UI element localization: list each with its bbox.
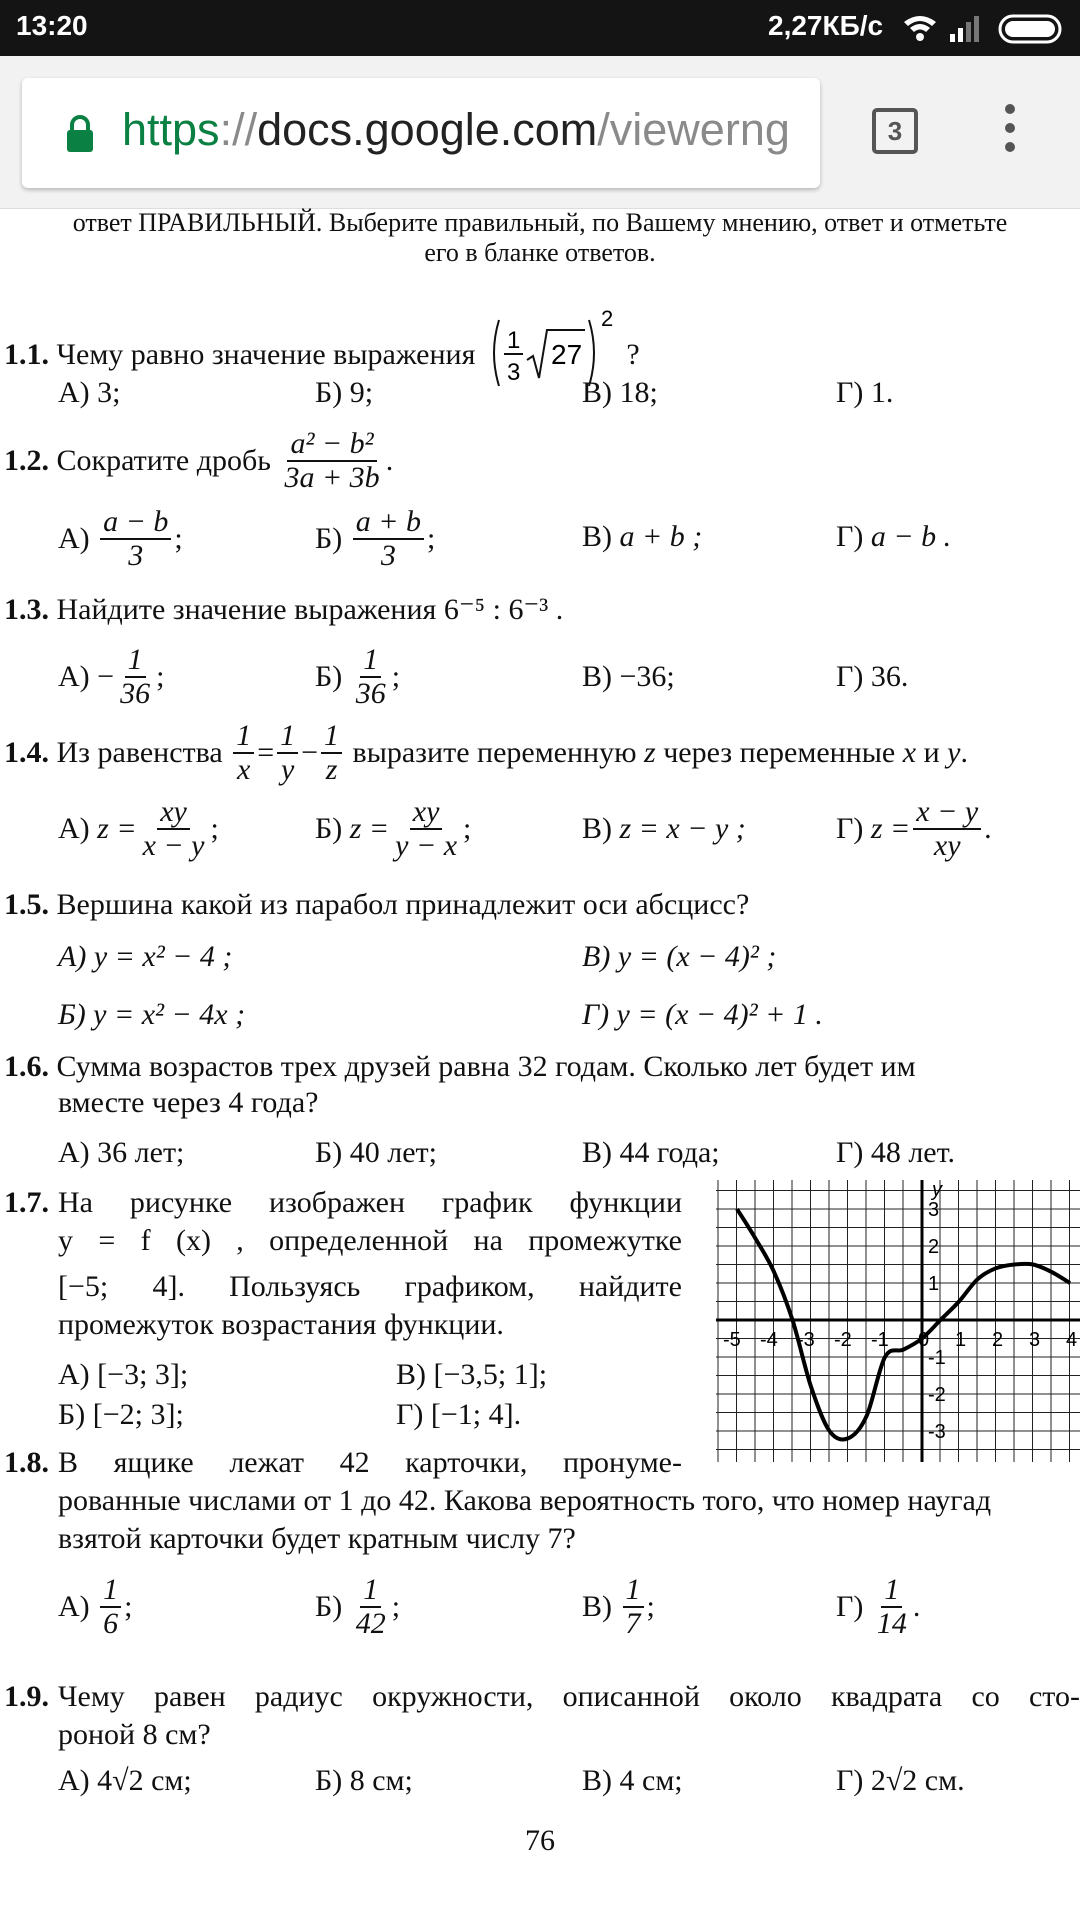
answer-1-6-d[interactable]: Г) 48 лет. <box>836 1136 955 1169</box>
y-tick-label: 3 <box>928 1199 940 1221</box>
answer-1-9-d[interactable]: Г) 2√2 см. <box>836 1764 965 1797</box>
question-1-6 <box>4 1050 916 1084</box>
question-number: 1.8. <box>4 1446 49 1479</box>
question-1-7-line-3: [−5; 4]. Пользуясь графиком, найдите <box>58 1270 682 1303</box>
math-expression: 6⁻⁵ : 6⁻³ . <box>443 593 564 626</box>
question-number: 1.4. <box>4 735 49 769</box>
page-number: 76 <box>525 1824 555 1857</box>
answer-1-3-c[interactable]: В) −36; <box>582 660 675 693</box>
question-1-7 <box>4 1186 49 1220</box>
answer-1-9-c[interactable]: В) 4 см; <box>582 1764 683 1797</box>
answer-1-3-a[interactable]: А) − $\frac{1}{36}$ ; <box>58 643 165 710</box>
address-bar[interactable] <box>22 78 820 188</box>
answer-1-7-c[interactable]: В) [−3,5; 1]; <box>396 1358 548 1391</box>
status-time: 13:20 <box>16 10 88 41</box>
x-tick-label: -1 <box>871 1329 889 1351</box>
x-tick-label: 0 <box>918 1329 930 1351</box>
y-tick-label: -1 <box>928 1347 946 1369</box>
document-page <box>0 208 1080 1920</box>
y-tick-label: 1 <box>928 1273 940 1295</box>
question-1-7-line-4: промежуток возрастания функции. <box>58 1308 504 1341</box>
fraction: $\frac{\text{a² − b²}}{3a + 3b}$ <box>284 427 380 494</box>
answer-1-5-a[interactable]: А) y = x² − 4 ; <box>58 940 233 973</box>
question-1-9 <box>4 1680 49 1714</box>
question-number: 1.9. <box>4 1680 49 1713</box>
question-1-5 <box>4 888 749 922</box>
question-1-6-line-2: вместе через 4 года? <box>58 1086 319 1119</box>
answer-1-4-c[interactable]: В) z = x − y ; <box>582 812 746 845</box>
answer-1-1-c[interactable]: В) 18; <box>582 376 658 409</box>
answer-1-6-b[interactable]: Б) 40 лет; <box>315 1136 437 1169</box>
question-1-1: 1.1. Чему равно значение выражения 1 3 27 2 ? <box>4 308 640 406</box>
question-number: 1.5. <box>4 888 49 921</box>
question-1-8-line-2: рованные числами от 1 до 42. Какова вероятность того, что номер наугад <box>58 1484 992 1517</box>
answer-1-8-a[interactable]: А) $\frac{1}{6}$ ; <box>58 1573 133 1640</box>
question-1-8 <box>4 1446 49 1480</box>
answer-1-7-d[interactable]: Г) [−1; 4]. <box>396 1398 522 1431</box>
question-number: 1.7. <box>4 1186 49 1219</box>
answer-1-2-d[interactable]: Г) a − b . <box>836 520 952 553</box>
status-bar <box>0 0 1080 56</box>
answer-1-4-d[interactable]: Г) z = $\frac{x - y}{xy}$ . <box>836 795 992 862</box>
question-text: Сумма возрастов трех друзей равна 32 годам. Сколько лет будет им <box>56 1050 916 1083</box>
answer-1-4-b[interactable]: Б) z = $\frac{xy}{y - x}$ ; <box>315 795 472 862</box>
answer-1-1-d[interactable]: Г) 1. <box>836 376 894 409</box>
svg-text:27: 27 <box>550 339 583 370</box>
browser-toolbar <box>0 56 1080 209</box>
question-number: 1.6. <box>4 1050 49 1083</box>
question-1-8-line-3: взятой карточки будет кратным числу 7? <box>58 1522 576 1555</box>
question-text: Найдите значение выражения <box>56 593 437 626</box>
y-axis-label: y <box>932 1180 942 1201</box>
answer-1-8-d[interactable]: Г) $\frac{1}{14}$ . <box>836 1573 921 1640</box>
address-url[interactable]: https://docs.google.com/viewerng <box>122 104 790 155</box>
answer-1-7-a[interactable]: А) [−3; 3]; <box>58 1358 189 1391</box>
question-number: 1.2. <box>4 443 49 477</box>
answer-1-5-b[interactable]: Б) y = x² − 4x ; <box>58 998 246 1031</box>
question-text: Вершина какой из парабол принадлежит оси абсцисс? <box>56 888 750 921</box>
answer-1-3-d[interactable]: Г) 36. <box>836 660 909 693</box>
y-tick-label: -3 <box>928 1421 946 1443</box>
question-text: Чему равно значение выражения <box>56 337 476 371</box>
answer-1-1-b[interactable]: Б) 9; <box>315 376 374 409</box>
x-tick-label: -3 <box>797 1329 815 1351</box>
x-tick-label: -5 <box>723 1329 741 1351</box>
answer-1-1-a[interactable]: А) 3; <box>58 376 121 409</box>
answer-1-8-c[interactable]: В) $\frac{1}{7}$ ; <box>582 1573 655 1640</box>
question-1-9-line-2: роной 8 см? <box>58 1718 211 1751</box>
x-tick-label: 2 <box>992 1329 1004 1351</box>
question-1-9-line-1: Чему равен радиус окружности, описанной около квадрата со сто- <box>58 1680 1080 1713</box>
answer-1-2-c[interactable]: В) a + b ; <box>582 520 703 553</box>
overflow-menu-icon[interactable] <box>1000 104 1020 160</box>
answer-1-7-b[interactable]: Б) [−2; 3]; <box>58 1398 184 1431</box>
svg-text:1: 1 <box>506 327 521 354</box>
answer-1-9-a[interactable]: А) 4√2 см; <box>58 1764 192 1797</box>
answer-1-3-b[interactable]: Б) $\frac{1}{36}$ ; <box>315 643 401 710</box>
answer-1-2-b[interactable]: Б) $\frac{a + b}{3}$ ; <box>315 505 436 572</box>
question-1-4: 1.4. Из равенства $\frac{1}{x}$ = $\frac{1}{y}$ − $\frac{1}{z}$ выразите переменную z через переменные x и y . <box>4 719 968 786</box>
question-text: Сократите дробь <box>56 443 271 477</box>
x-tick-label: -2 <box>834 1329 852 1351</box>
question-1-7-line-1: На рисунке изображен график функции <box>58 1186 682 1219</box>
x-tick-label: 3 <box>1029 1329 1041 1351</box>
question-1-2: 1.2. Сократите дробь $\frac{\text{a² − b²}}{3a + 3b}$ . <box>4 427 394 494</box>
y-tick-label: 2 <box>928 1236 940 1258</box>
svg-text:3: 3 <box>506 359 521 386</box>
answer-1-6-c[interactable]: В) 44 года; <box>582 1136 720 1169</box>
wifi-signal-battery-icon <box>900 10 1070 46</box>
x-tick-label: 4 <box>1066 1329 1078 1351</box>
y-tick-label: -2 <box>928 1384 946 1406</box>
answer-1-5-c[interactable]: В) y = (x − 4)² ; <box>582 940 777 973</box>
question-1-8-line-1: В ящике лежат 42 карточки, пронуме- <box>58 1446 682 1479</box>
question-number: 1.3. <box>4 593 49 626</box>
answer-1-2-a[interactable]: А) $\frac{a - b}{3}$ ; <box>58 505 183 572</box>
answer-1-4-a[interactable]: А) z = $\frac{xy}{x - y}$ ; <box>58 795 219 862</box>
answer-1-8-b[interactable]: Б) $\frac{1}{42}$ ; <box>315 1573 401 1640</box>
question-number: 1.1. <box>4 337 49 371</box>
status-network-speed: 2,27КБ/с <box>768 10 884 41</box>
x-tick-label: -4 <box>760 1329 778 1351</box>
x-tick-label: 1 <box>955 1329 967 1351</box>
answer-1-6-a[interactable]: А) 36 лет; <box>58 1136 185 1169</box>
answer-1-9-b[interactable]: Б) 8 см; <box>315 1764 413 1797</box>
function-graph <box>716 1180 1080 1462</box>
question-1-3 <box>4 592 563 627</box>
svg-text:2: 2 <box>600 308 614 331</box>
lock-icon <box>64 114 96 154</box>
intro-line-2: его в бланке ответов. <box>424 238 656 267</box>
status-icons <box>900 10 1070 51</box>
answer-1-5-d[interactable]: Г) y = (x − 4)² + 1 . <box>582 998 823 1031</box>
intro-line-1: ответ ПРАВИЛЬНЫЙ. Выберите правильный, по Вашему мнению, ответ и отметьте <box>72 208 1008 237</box>
question-1-7-line-2: y = f (x) , определенной на промежутке <box>58 1224 682 1257</box>
tab-switcher-button[interactable]: 3 <box>872 108 918 154</box>
